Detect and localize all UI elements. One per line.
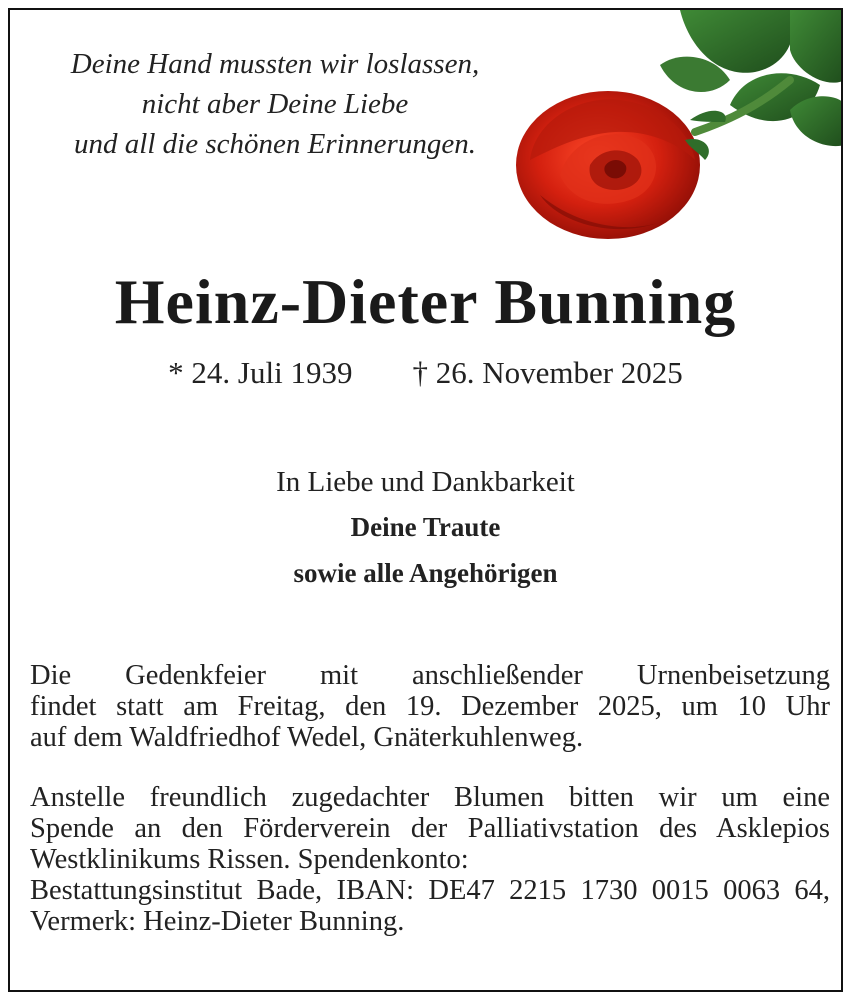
verse-line: nicht aber Deine Liebe xyxy=(141,88,409,120)
deceased-name: Heinz-Dieter Bunning xyxy=(114,266,737,337)
red-rose-image xyxy=(490,10,843,250)
birth-date: * 24. Juli 1939 xyxy=(168,355,353,390)
death-date: † 26. November 2025 xyxy=(412,355,683,390)
mourner-others: sowie alle Angehörigen xyxy=(293,558,558,588)
donation-notice xyxy=(30,782,830,937)
mourner-primary: Deine Traute xyxy=(350,512,501,542)
donation-line: Bestattungsinstitut Bade, IBAN: DE47 2215 1730 0015 0063 64, xyxy=(30,875,830,906)
ceremony-line: Die Gedenkfeier mit anschließender Urnenbeisetzung xyxy=(30,660,830,691)
obituary-card xyxy=(8,8,843,992)
life-dates xyxy=(10,355,841,391)
donation-line: Spende an den Förderverein der Palliativstation des Asklepios xyxy=(30,813,830,844)
donation-line: Vermerk: Heinz-Dieter Bunning. xyxy=(30,906,405,937)
donation-line: Westklinikums Rissen. Spendenkonto: xyxy=(30,844,469,875)
verse-line: Deine Hand mussten wir loslassen, xyxy=(70,48,480,80)
memorial-verse xyxy=(40,44,510,164)
mourners-block xyxy=(10,460,841,596)
ceremony-line: findet statt am Freitag, den 19. Dezember 2025, um 10 Uhr xyxy=(30,691,830,722)
donation-line: Anstelle freundlich zugedachter Blumen bitten wir um eine xyxy=(30,782,830,813)
verse-line: und all die schönen Erinnerungen. xyxy=(74,128,476,160)
ceremony-line: auf dem Waldfriedhof Wedel, Gnäterkuhlenweg. xyxy=(30,722,584,753)
closing-phrase: In Liebe und Dankbarkeit xyxy=(276,466,575,498)
ceremony-notice xyxy=(30,660,830,753)
